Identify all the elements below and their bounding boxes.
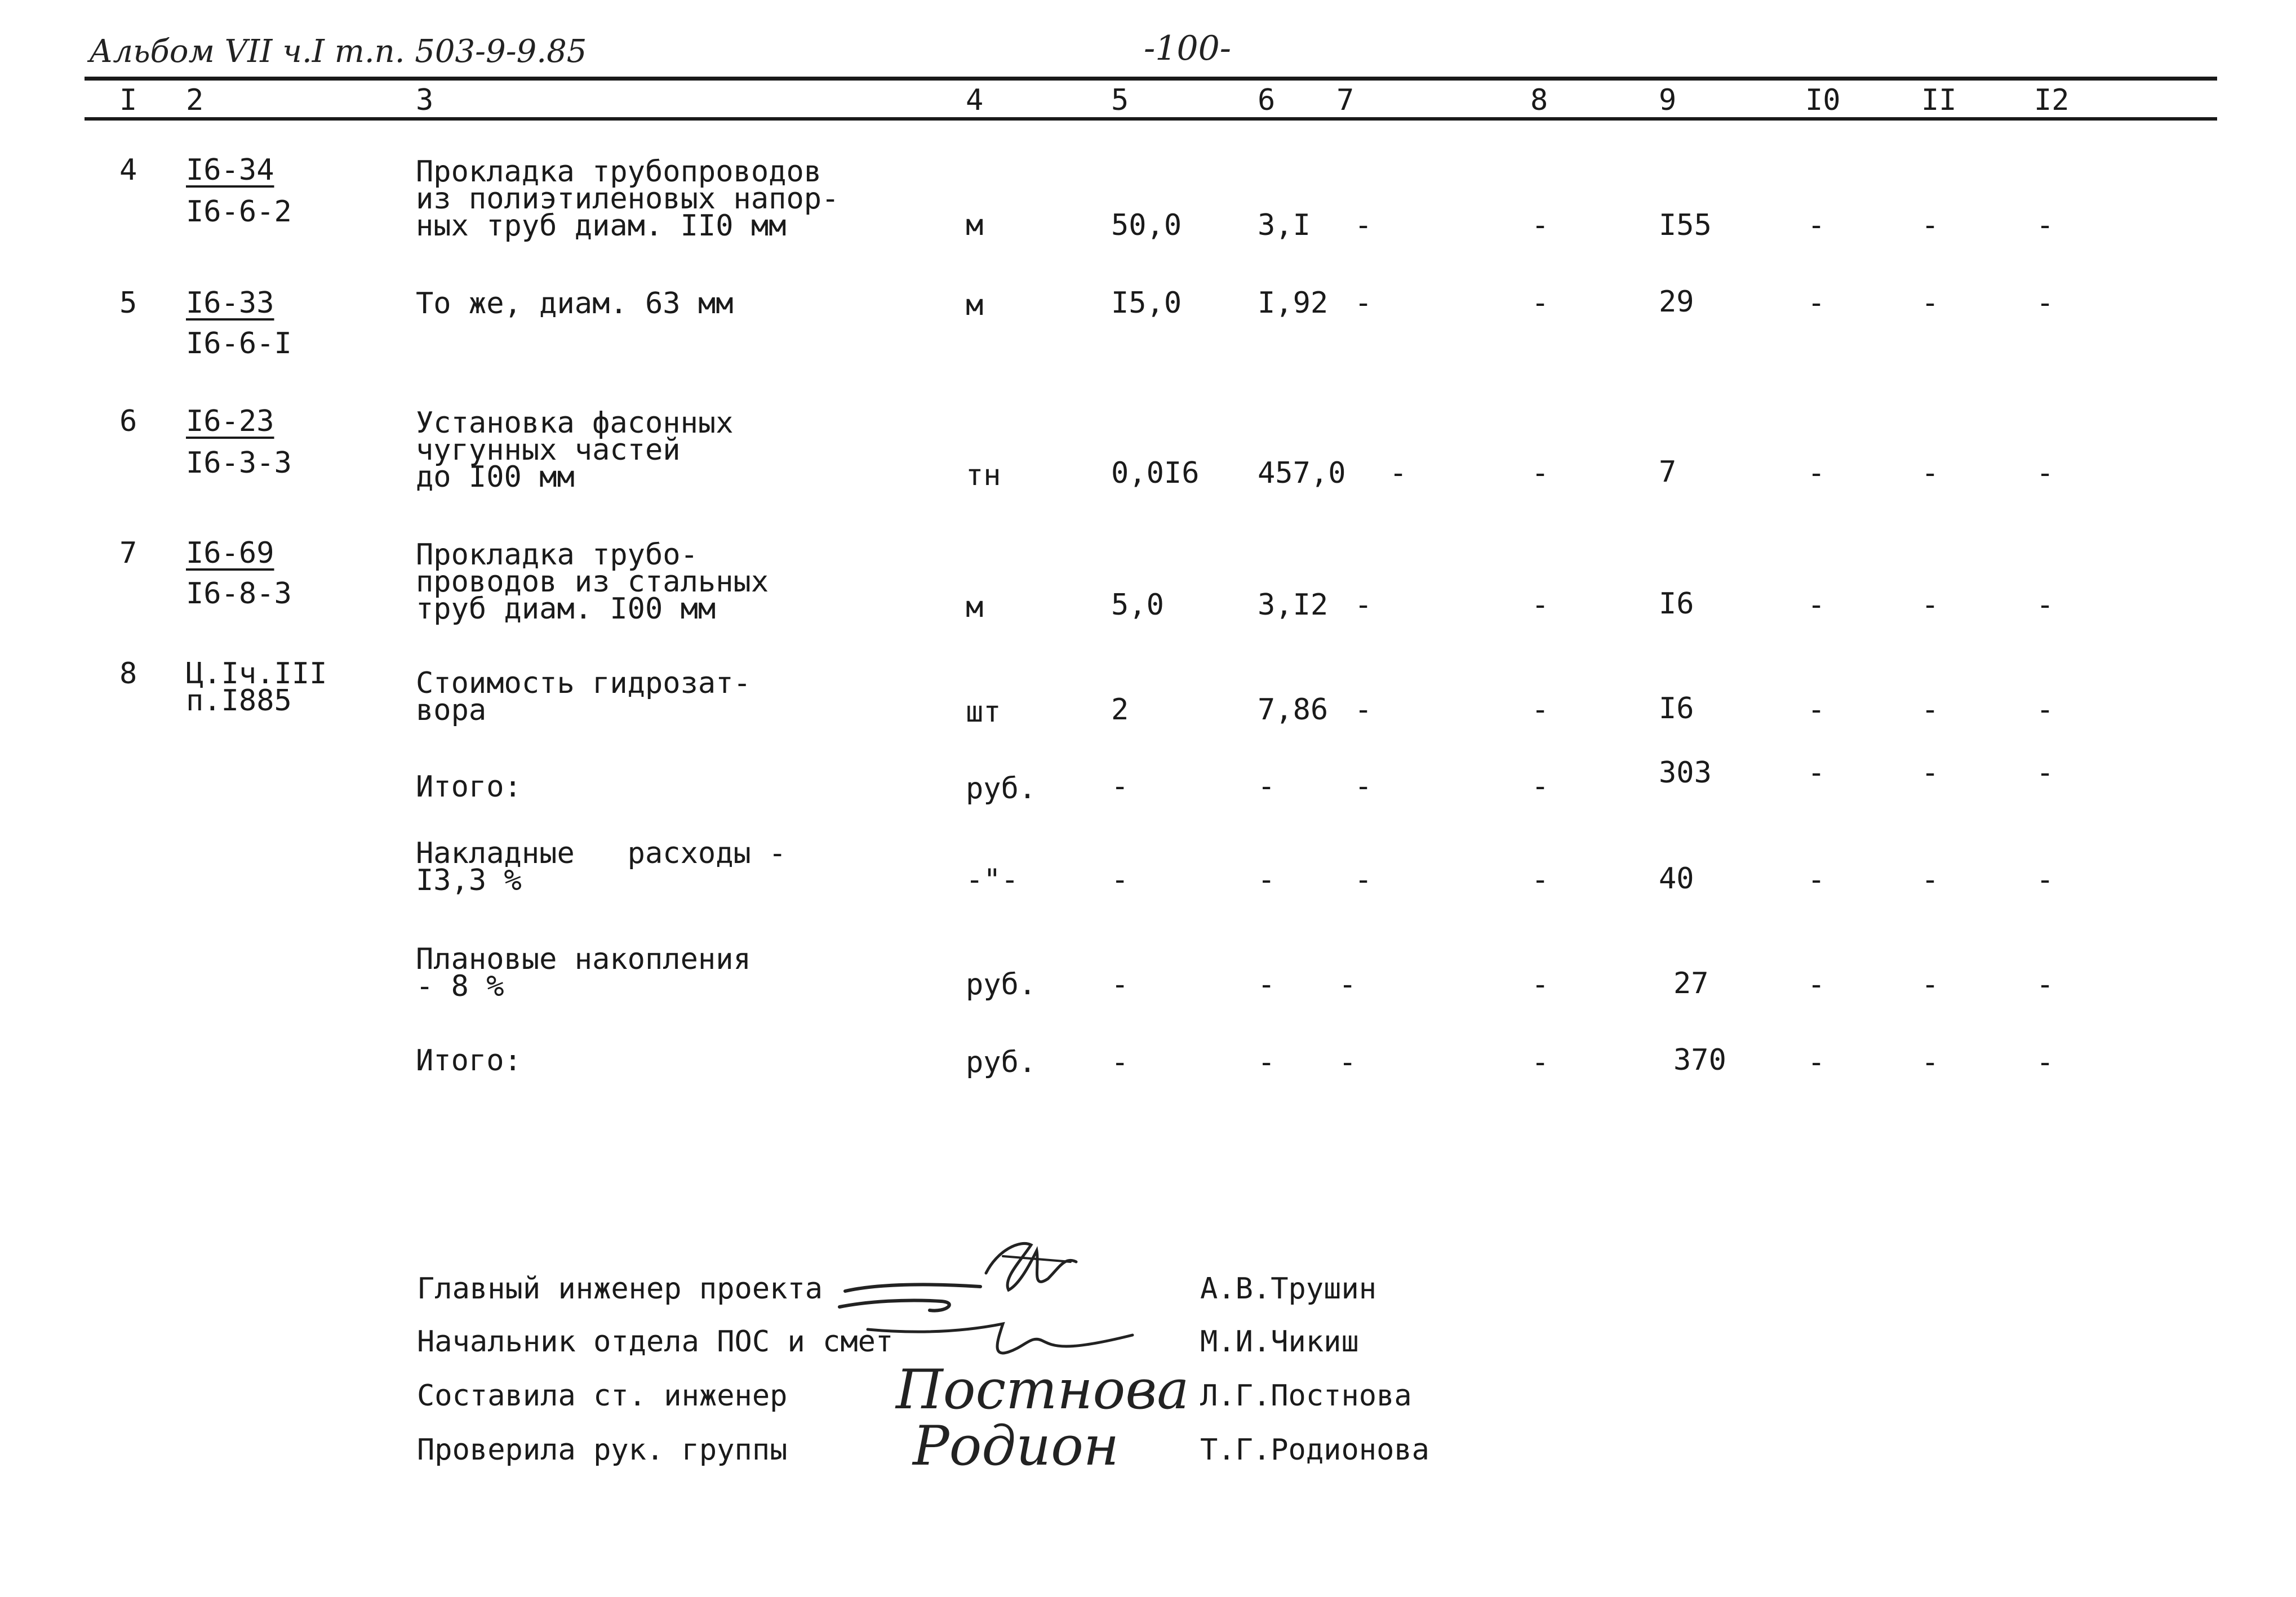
code-top: Ц.Iч.III [186,657,327,691]
handwritten-signature-rodionova-text: Родион [913,1414,1120,1478]
cell-col-12: - [2036,588,2054,622]
header-top-rule [85,77,2217,81]
cell-col-10: - [1808,588,1826,622]
cell-col-7: - [1354,588,1373,622]
signatory-name: Л.Г.Постнова [1200,1379,1412,1413]
unit-price: - [1258,769,1276,803]
unit-price: 7,86 [1258,693,1329,727]
row-number: 5 [119,286,137,320]
unit: м [966,288,984,322]
unit: тн [966,459,1001,492]
cell-col-9: I6 [1659,692,1694,726]
unit-price: 457,0 [1258,456,1346,490]
cell-col-8: - [1531,1046,1549,1079]
code-top: I6-33 [186,286,274,320]
cell-col-10: - [1808,456,1826,490]
signatory-name: М.И.Чикиш [1200,1325,1359,1359]
cell-col-8: - [1531,863,1549,897]
code-bottom: п.I885 [186,684,292,718]
quantity: 2 [1111,693,1129,727]
cell-col-7: - [1354,286,1373,320]
signatory-name: А.В.Трушин [1200,1272,1377,1306]
unit: -"- [966,863,1019,897]
unit-price: 3,I2 [1258,588,1329,622]
cell-col-11: - [1921,588,1939,622]
code-bottom: I6-8-3 [186,577,292,611]
cell-col-9: 7 [1659,455,1677,489]
cell-col-11: - [1921,968,1939,1002]
cell-col-11: - [1921,863,1939,897]
row-number: 8 [119,657,137,691]
cell-col-8: - [1531,286,1549,320]
item-description: То же, диам. 63 мм [416,287,734,321]
cell-col-12: - [2036,693,2054,727]
quantity: - [1111,1046,1129,1079]
quantity: - [1111,968,1129,1002]
unit: шт [966,695,1001,729]
cell-col-11: - [1921,208,1939,242]
cell-col-9: 29 [1659,285,1694,319]
unit-price: - [1258,863,1276,897]
cell-col-9: I55 [1659,208,1712,242]
quantity: 50,0 [1111,208,1182,242]
cell-col-7: - [1354,863,1373,897]
handwritten-signature-rodionova [913,1408,1149,1493]
cell-col-12: - [2036,286,2054,320]
cell-col-10: - [1808,863,1826,897]
col-header-2: 2 [186,83,204,117]
grand-total-label: Итого: [416,1044,522,1078]
signatory-role: Начальник отдела ПОС и смет [417,1325,894,1359]
item-description: Прокладка трубопроводов из полиэтиленовых напор- ных труб диам. II0 мм [416,155,840,243]
cell-col-9: 370 [1673,1043,1726,1077]
unit-price: - [1258,968,1276,1002]
unit: м [966,590,984,624]
cell-col-9: I6 [1659,587,1694,621]
total-label: Итого: [416,770,522,804]
quantity: - [1111,863,1129,897]
code-top: I6-34 [186,153,274,187]
cell-col-11: - [1921,456,1939,490]
cell-col-8: - [1531,693,1549,727]
cell-col-7: - [1339,968,1357,1002]
cell-col-12: - [2036,456,2054,490]
code-bottom: I6-3-3 [186,446,292,480]
cell-col-10: - [1808,756,1826,790]
cell-col-11: - [1921,286,1939,320]
cell-col-8: - [1531,208,1549,242]
col-header-11: II [1921,83,1957,117]
cell-col-10: - [1808,968,1826,1002]
col-header-3: 3 [416,83,434,117]
row-number: 7 [119,536,137,570]
cell-col-7: - [1389,456,1407,490]
signatory-role: Составила ст. инженер [417,1379,788,1413]
cell-col-10: - [1808,693,1826,727]
cell-col-8: - [1531,769,1549,803]
signatory-role: Главный инженер проекта [417,1272,823,1306]
cell-col-7: - [1354,693,1373,727]
cell-col-12: - [2036,208,2054,242]
quantity: 5,0 [1111,588,1164,622]
cell-col-12: - [2036,968,2054,1002]
row-number: 6 [119,404,137,438]
unit: руб. [966,772,1037,806]
quantity: I5,0 [1111,286,1182,320]
item-description: Установка фасонных чугунных частей до I00 мм [416,406,734,494]
unit-price: 3,I [1258,208,1311,242]
cell-col-11: - [1921,693,1939,727]
col-header-4: 4 [966,83,984,117]
cell-col-10: - [1808,1046,1826,1079]
album-reference: Альбом VII ч.I т.п. 503-9-9.85 [89,33,587,70]
planned-savings-label: Плановые накопления - 8 % [416,942,751,1003]
code-bottom: I6-6-I [186,327,292,361]
col-header-10: I0 [1805,83,1841,117]
page-number: -100- [1144,29,1232,68]
item-description: Стоимость гидрозат- вора [416,666,751,727]
handwritten-signature-postnova-text: Постнова [896,1358,1189,1421]
quantity: - [1111,769,1129,803]
col-header-6: 6 [1258,83,1276,117]
col-header-9: 9 [1659,83,1677,117]
col-header-1: I [119,83,137,117]
code-top: I6-69 [186,536,274,570]
row-number: 4 [119,153,137,187]
cell-col-10: - [1808,286,1826,320]
cell-col-7: - [1339,1046,1357,1079]
signatory-role: Проверила рук. группы [417,1433,788,1467]
unit-price: I,92 [1258,286,1329,320]
item-description: Прокладка трубо- проводов из стальных труб диам. I00 мм [416,538,769,626]
cell-col-9: 303 [1659,756,1712,790]
cell-col-8: - [1531,588,1549,622]
cell-col-7: - [1354,208,1373,242]
cell-col-8: - [1531,968,1549,1002]
cell-col-12: - [2036,1046,2054,1079]
unit-price: - [1258,1046,1276,1079]
col-header-8: 8 [1530,83,1548,117]
unit: м [966,208,984,242]
code-top: I6-23 [186,404,274,438]
cell-col-11: - [1921,756,1939,790]
cell-col-7: - [1354,769,1373,803]
unit: руб. [966,968,1037,1002]
code-bottom: I6-6-2 [186,195,292,229]
cell-col-12: - [2036,863,2054,897]
overhead-label: Накладные расходы - I3,3 % [416,837,787,897]
col-header-7: 7 [1336,83,1354,117]
unit: руб. [966,1046,1037,1079]
col-header-5: 5 [1111,83,1129,117]
signatory-name: Т.Г.Родионова [1200,1433,1429,1467]
col-header-12: I2 [2034,83,2069,117]
cell-col-9: 27 [1673,967,1709,1000]
cell-col-11: - [1921,1046,1939,1079]
cell-col-9: 40 [1659,862,1694,896]
cell-col-8: - [1531,456,1549,490]
header-bottom-rule [85,117,2217,121]
cell-col-12: - [2036,756,2054,790]
quantity: 0,0I6 [1111,456,1200,490]
cell-col-10: - [1808,208,1826,242]
